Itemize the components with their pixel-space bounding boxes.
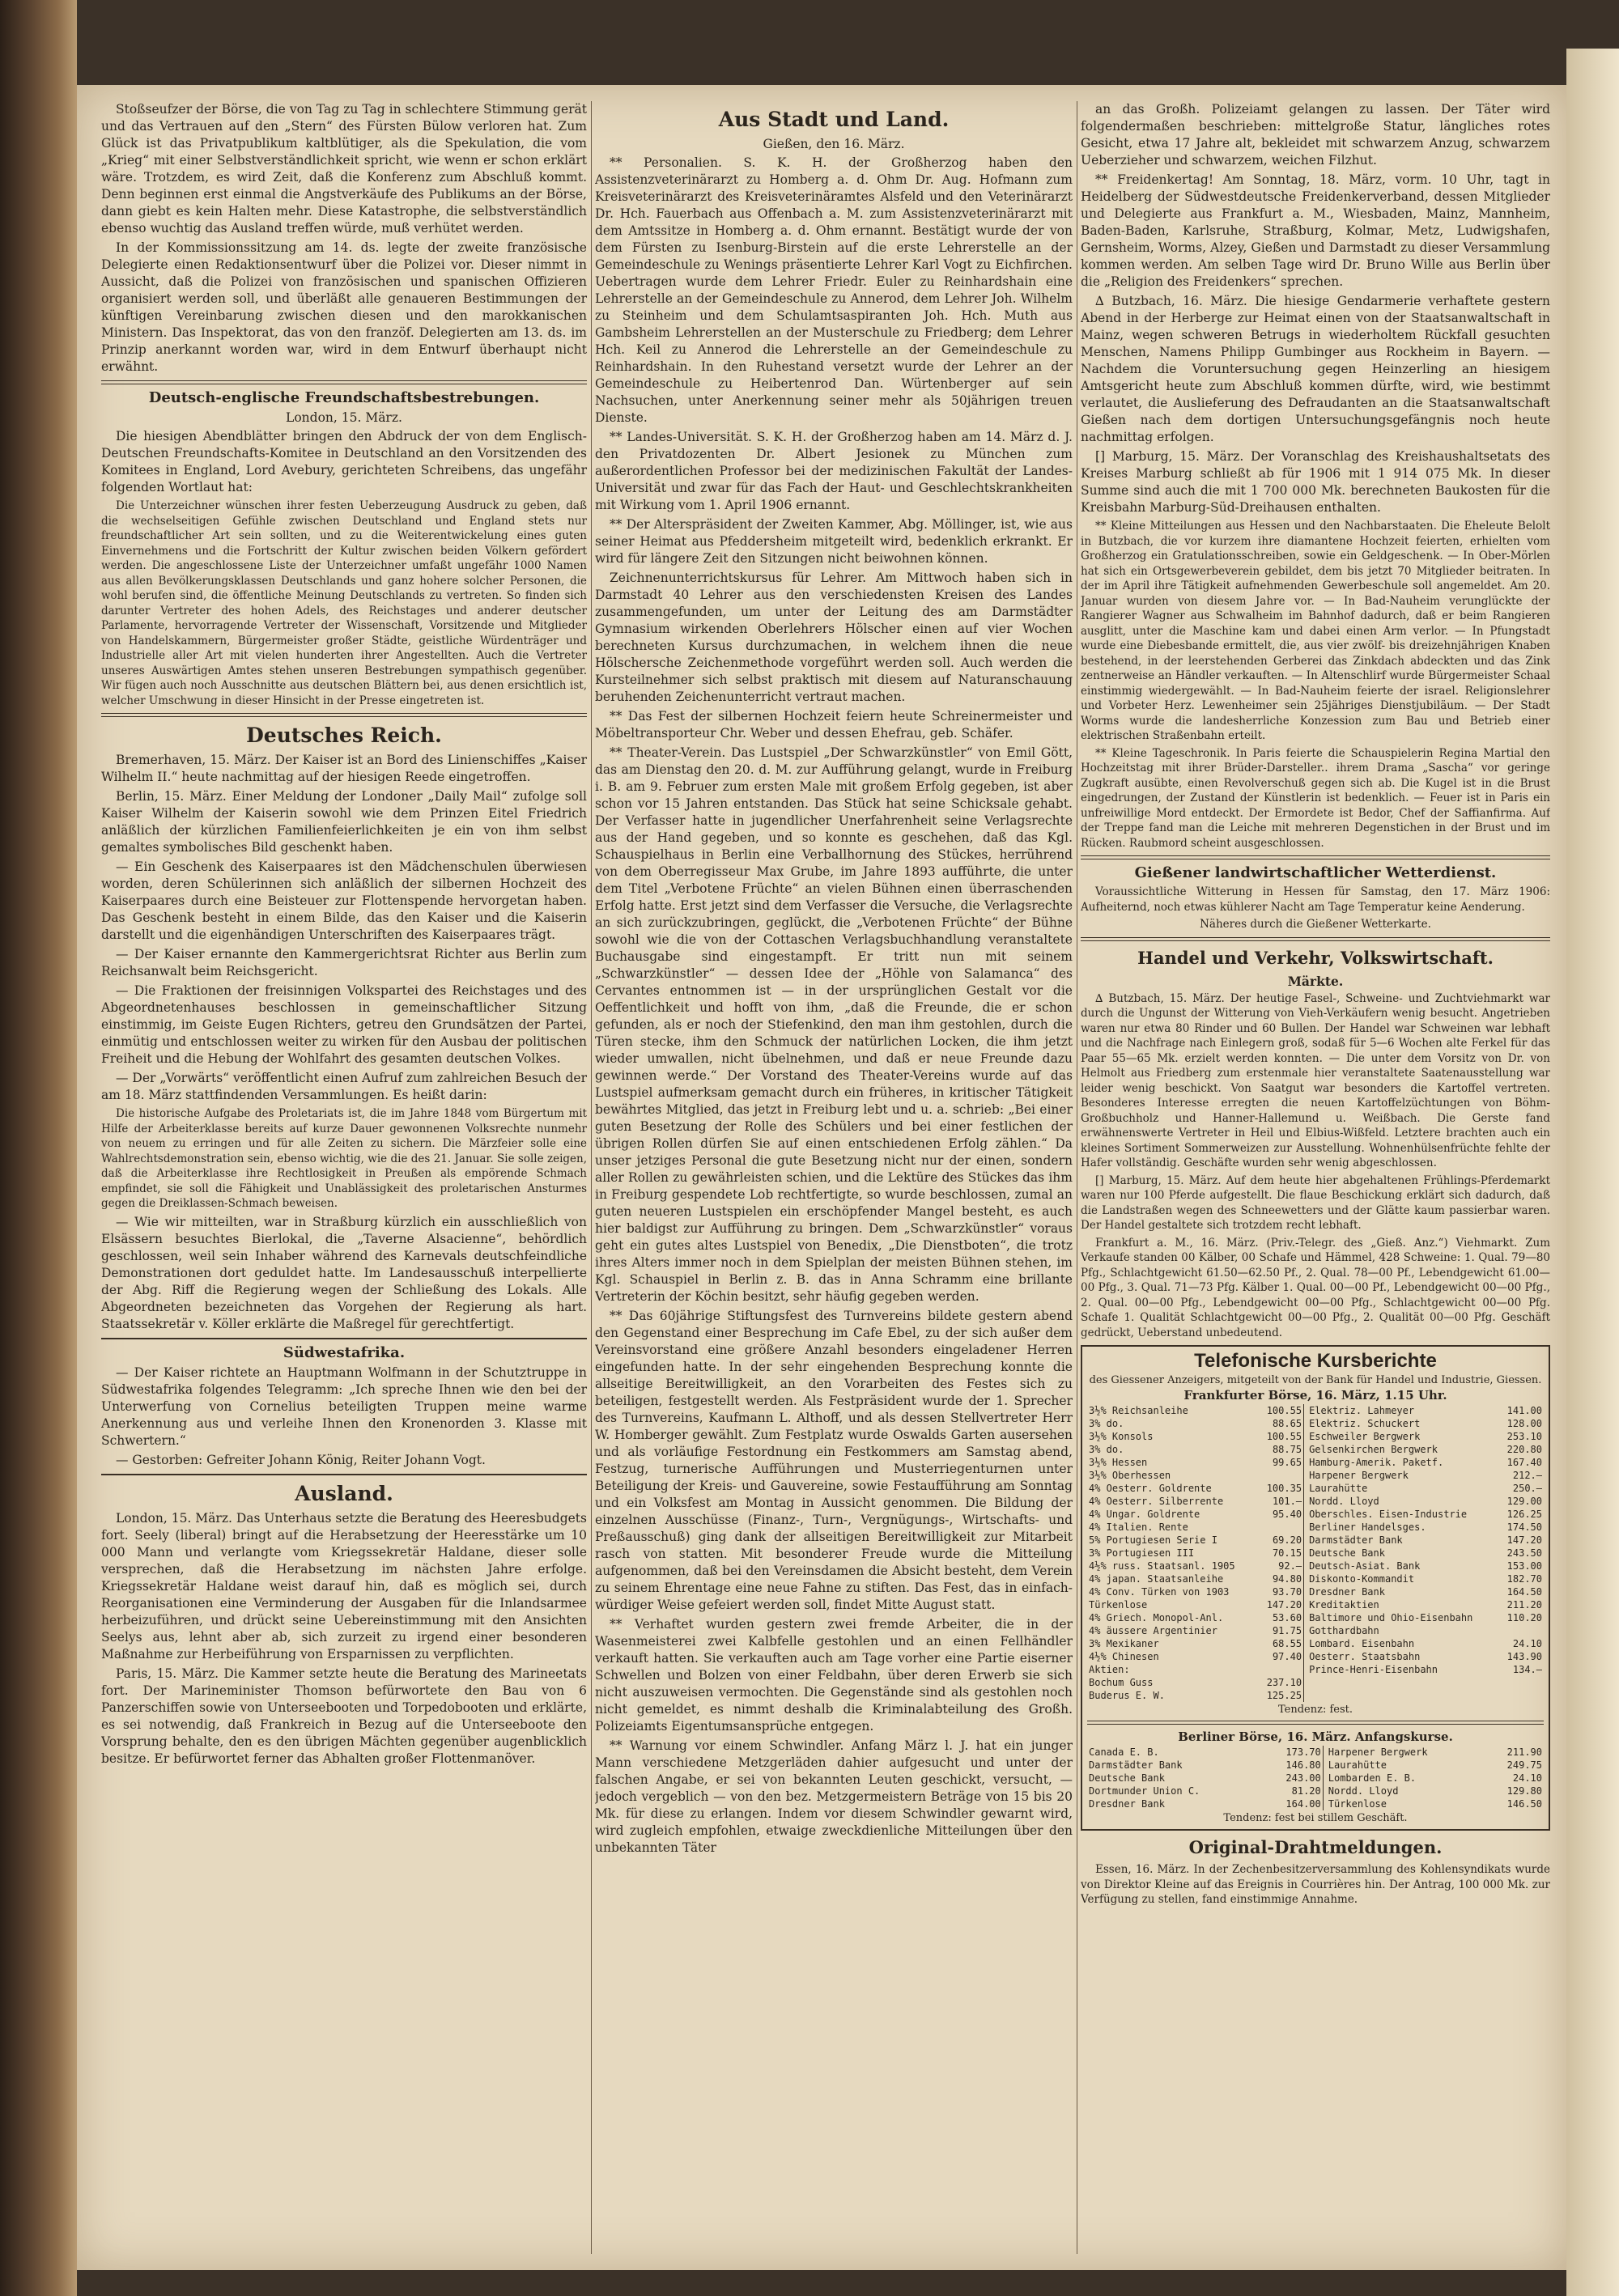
- security-price: 174.50: [1506, 1521, 1542, 1533]
- security-price: 97.40: [1272, 1651, 1302, 1662]
- security-name: 3½% Konsols: [1089, 1431, 1154, 1442]
- paragraph: [] Marburg, 15. März. Auf dem heute hier abgehaltenen Frühlings-Pferdemarkt waren nur 100 Pferde aufgestellt. Die flaue Beschickung erklärt sich dadurch, daß die Landstraßen wegen des Schneewetters und der Glätte kaum passierbar waren. Der Handel gestaltete sich trotzdem recht lebhaft.: [1081, 1173, 1550, 1232]
- security-price: 126.25: [1506, 1509, 1542, 1520]
- security-name: Harpener Bergwerk: [1328, 1746, 1428, 1758]
- security-price: 220.80: [1506, 1444, 1542, 1455]
- security-price: 53.60: [1272, 1612, 1302, 1623]
- stock-report-box: [1081, 1345, 1550, 1831]
- security-name: 4% japan. Staatsanleihe: [1089, 1573, 1224, 1585]
- security-name: 4% Ungar. Goldrente: [1089, 1509, 1200, 1520]
- paragraph: — Der Kaiser richtete an Hauptmann Wolfmann in der Schutztruppe in Südwestafrika folgendes Telegramm: „Ich spreche Ihnen wie den bei der Unterwerfung von Cornelius beteiligten Truppen meine warme Anerkennung aus und verleihe Ihnen den Kronenorden 3. Klasse mit Schwertern.“: [101, 1364, 587, 1448]
- security-price: 94.80: [1272, 1573, 1302, 1585]
- security-price: 24.10: [1512, 1772, 1542, 1784]
- table-row: [1087, 1572, 1544, 1585]
- table-row: [1087, 1785, 1544, 1797]
- security-price: 249.75: [1506, 1759, 1542, 1771]
- paragraph: ** Theater-Verein. Das Lustspiel „Der Schwarzkünstler“ von Emil Gött, das am Dienstag den 20. d. M. zur Aufführung gelangt, wurde in Freiburg i. B. am 9. Februer zum ersten Male mit großem Erfolg gegeben, ist aber schon vor 15 Jahren entstanden. Das Stück hat seine Schicksale gehabt. Der Verfasser hatte in jugendlicher Unerfahrenheit seine Verlagsrechte aus der Hand gegeben, und so konnte es geschehen, daß das Kgl. Schauspielhaus in Berlin eine Verballhornung des Stückes, herrührend von dem Oberregisseur Max Grube, im Jahre 1893 aufführte, die unter dem Titel „Verbotene Früchte“ an vielen Bühnen einen überraschenden Erfolg hatte. Erst jetzt sind dem Verfasser die Versuche, die Verlagsrechte an sich zurückzubringen, geglückt, die „Verbotenen Früchte“ der Bühne sowohl wie die von der Cottaschen Verlagsbuchhandlung veranstaltete Buchausgabe sind eingestampft. Er tritt nun mit seinem „Schwarzkünstler“ — dessen Idee der „Höhle von Salamanca“ des Cervantes entnommen ist — in der ursprünglichen Gestalt vor die Oeffentlichkeit und hofft von ihm, „daß die Freunde, die er schon gefunden, als er noch der Stiefenkind, den man ihm gestohlen, durch die Türen stecke, ihm den Schmuck der natürlichen Locken, die ihm jetzt wieder umwallen, nicht übelnehmen, und daß er neue Freunde dazu gewinnen werde.“ Der Vorstand des Theater-Vereins wurde auf das Lustspiel aufmerksam gemacht durch ein früheres, in kritischer Tätigkeit bewährtes Mitglied, das jetzt in Freiburg lebt und u. a. schrieb: „Bei einer guten Besetzung der Rolle des Schülers und bei einer festlichen der übrigen Rollen dürfen Sie auf einen entschiedenen Erfolg zählen.“ Da unser jetziges Personal die gute Besetzung nicht nur der einen, sondern aller Rollen zu gewährleisten schien, und die Lektüre des Stückes das ihm in Freiburg gespendete Lob rechtfertigte, so wurde beschlossen, zumal an guten neueren Lustspielen ein erschöpfender Mangel besteht, es auch hier baldigst zur Aufführung zu bringen. Dem „Schwarzkünstler“ voraus geht ein gutes altes Lustspiel von Benedix, „Die Dienstboten“, die trotz ihres Alters immer noch in dem Spielplan der meisten Bühnen stehen, im Kgl. Schauspiel in Berlin z. B. das in Anna Schramm eine brillante Vertreterin der Köchin besitzt, sehr häufig gegeben werden.: [595, 745, 1073, 1304]
- paragraph: — Der „Vorwärts“ veröffentlicht einen Aufruf zum zahlreichen Besuch der am 18. März stattfindenden Versammlungen. Es heißt darin:: [101, 1071, 587, 1102]
- security-price: 147.20: [1506, 1534, 1542, 1546]
- next-page-edge: [1566, 49, 1619, 2296]
- security-price: 211.90: [1506, 1746, 1542, 1758]
- security-price: 164.00: [1285, 1798, 1321, 1810]
- paragraph: ** Freidenkertag! Am Sonntag, 18. März, vorm. 10 Uhr, tagt in Heidelberg der Südwestdeutsche Freidenkerverband, dessen Mitglieder und Delegierte aus Frankfurt a. M., Wiesbaden, Mainz, Mannheim, Baden-Baden, Karlsruhe, Straßburg, Kolmar, Metz, Ludwigshafen, Gernsheim, Worms, Alzey, Gießen und Darmstadt zu dieser Versammlung kommen werden. Am selben Tage wird Dr. Bruno Wille aus Berlin über die „Religion des Freidenkers“ sprechen.: [1081, 172, 1550, 289]
- paragraph: Berlin, 15. März. Einer Meldung der Londoner „Daily Mail“ zufolge soll Kaiser Wilhelm der Kaiserin sowohl wie dem Prinzen Eitel Friedrich anläßlich der kürzlichen Familienfeierlichkeiten je ein von ihm selbst gemaltes symbolisches Bild geschenkt haben.: [101, 789, 587, 855]
- security-price: 70.15: [1272, 1547, 1302, 1559]
- security-price: 182.70: [1506, 1573, 1542, 1585]
- security-name: 4% Conv. Türken von 1903: [1089, 1586, 1230, 1598]
- frankfurt-table: [1087, 1404, 1544, 1702]
- security-name: 4% äussere Argentinier: [1089, 1625, 1217, 1636]
- security-name: Türkenlose: [1328, 1798, 1387, 1810]
- tendency: Tendenz: fest.: [1277, 1704, 1353, 1716]
- security-price: 88.65: [1272, 1418, 1302, 1429]
- paragraph: Paris, 15. März. Die Kammer setzte heute die Beratung des Marineetats fort. Der Marineminister Thomson befürwortete den Bau von 6 Panzerschiffen sowie von Unterseebooten und Torpedobooten und erklärte, es sei notwendig, daß Frankreich in Bezug auf die Unterseeboote den Vorsprung behalte, den es den übrigen Mächten gegenüber augenblicklich besitze. Er befürwortet ferner das Abhalten großer Flottenmanöver.: [101, 1666, 587, 1766]
- divider: [1087, 1721, 1544, 1725]
- security-name: Kreditaktien: [1309, 1599, 1379, 1611]
- security-price: 100.55: [1266, 1431, 1302, 1442]
- table-row: [1087, 1547, 1544, 1560]
- security-name: 5% Portugiesen Serie I: [1089, 1534, 1217, 1546]
- security-name: Deutsch-Asiat. Bank: [1309, 1560, 1421, 1572]
- table-row: [1087, 1443, 1544, 1456]
- security-name: 4% Oesterr. Silberrente: [1089, 1496, 1224, 1507]
- security-name: 3½% Reichsanleihe: [1089, 1405, 1188, 1416]
- paragraph: ** Kleine Mitteilungen aus Hessen und den Nachbarstaaten. Die Eheleute Belolt in Butzbach, die vor kurzem ihre diamantene Hochzeit feierten, erhielten vom Großherzog ein Gratulationsschreiben, sowie ein Geldgeschenk. — In Ober-Mörlen hat sich ein Ortsgewerbeverein gebildet, dem bis jetzt 70 Mitglieder beitraten. In der im April ihre Tätigkeit aufnehmenden Gewerbeschule soll angemeldet. Am 20. Januar wurden von diesem Jahre vor. — In Bad-Nauheim verunglückte der Rangierer Wagner aus Schwalheim im Bahnhof dadurch, daß er beim Rangieren ausglitt, unter die Maschine kam und dabei einen Arm verlor. — In Pfungstadt wurde eine Diebesbande ermittelt, die, aus vier zwölf- bis dreizehnjährigen Knaben bestehend, in der leerstehenden Gerberei das Zinkdach abdeckten und das Zink zentnerweise an Händler verkauften. — In Altenschlirf wurde Bürgermeister Schaal einstimmig wiedergewählt. — In Bad-Nauheim feierte der israel. Religionslehrer und Vorbeter Herz. Lewenheimer sein 25jähriges Dienstjubiläum. — Der Stadt Worms wurde die landesherrliche Konzession zum Bau und Betrieb einer elektrischen Straßenbahn erteilt.: [1081, 520, 1550, 742]
- newspaper-page: [77, 85, 1566, 2270]
- book-binding: [0, 0, 77, 2296]
- security-name: Elektriz. Lahmeyer: [1309, 1405, 1415, 1416]
- table-row: [1087, 1772, 1544, 1785]
- section-heading: Deutsch-englische Freundschaftsbestrebungen.: [148, 389, 540, 406]
- paragraph: Die hiesigen Abendblätter bringen den Abdruck der von dem Englisch-Deutschen Freundschafts-Komitee in Deutschland an den Vorsitzenden des Komitees in England, Lord Avebury, gerichteten Schreibens, das ungefähr folgenden Wortlaut hat:: [101, 429, 587, 494]
- security-price: [1259, 1469, 1303, 1482]
- security-name: Deutsche Bank: [1089, 1772, 1165, 1784]
- table-row: [1087, 1430, 1544, 1443]
- dateline: Gießen, den 16. März.: [763, 137, 905, 151]
- section-heading: Ausland.: [295, 1481, 393, 1505]
- paragraph: ** Warnung vor einem Schwindler. Anfang März l. J. hat ein junger Mann verschiedene Metzgerläden dahier aufgesucht und unter der falschen Angabe, er sei von bekannten Leuten geschickt, versucht, — jedoch vergeblich — von den bez. Metzgermeistern Beträge von 15 bis 20 Mk. für diese zu erlangen. Indem vor diesem Schwindler gewarnt wird, wird zugleich empfohlen, etwaige zweckdienliche Mitteilungen über den unbekannten Täter: [595, 1738, 1073, 1855]
- security-price: [1259, 1521, 1303, 1534]
- table-row: [1087, 1650, 1544, 1663]
- paragraph: ∆ Butzbach, 15. März. Der heutige Fasel-, Schweine- und Zuchtviehmarkt war durch die Ungunst der Witterung von Vieh-Verkäufern wenig besucht. Angetrieben waren nur etwa 80 Rinder und 60 Bullen. Der Handel war Schweinen war lebhaft und die Nachfrage nach Einlegern groß, sodaß für 5—6 Wochen alte Ferkel für das Paar 55—65 Mk. erzielt werden konnten. — Die unter dem Vorsitz von Dr. von Helmolt aus Friedberg zum erstenmale hier veranstaltete Saatenausstellung war leider wenig beschickt. Von Saatgut war besonders die Kartoffel vertreten. Besonderes Interesse erregten die neuen Kartoffelzüchtungen von Böhm-Großbuchholz und Hanner-Hallemund u. Weißbach. Die Gerste fand erwähnenswerte Vertreter in Heil und Elbius-Wißfeld. Letztere brachten auch ein kleines Sortiment Sommerweizen zur Ausstellung. Wohnenhülsenfrüchte fehlte der Hafer vollständig. Geschäfte wurden sehr wenig abgeschlossen.: [1081, 991, 1550, 1169]
- security-price: 153.00: [1506, 1560, 1542, 1572]
- security-name: Eschweiler Bergwerk: [1309, 1431, 1421, 1442]
- table-row: [1087, 1663, 1544, 1676]
- table-row: [1087, 1560, 1544, 1572]
- frankfurt-heading: Frankfurter Börse, 16. März, 1.15 Uhr.: [1183, 1388, 1447, 1403]
- security-price: 110.20: [1506, 1612, 1542, 1623]
- security-price: 100.55: [1266, 1405, 1302, 1416]
- security-price: 212.—: [1512, 1470, 1542, 1481]
- subheading: Märkte.: [1287, 973, 1344, 989]
- paragraph: Essen, 16. März. In der Zechenbesitzerversammlung des Kohlensyndikats wurde von Direktor Kleine auf das Ereignis in Courrières hin. Der Antrag, 100 000 Mk. zur Verfügung zu stellen, fand einstimmige Annahme.: [1081, 1863, 1550, 1906]
- table-row: [1087, 1637, 1544, 1650]
- table-row: [1087, 1495, 1544, 1508]
- security-name: 4% Italien. Rente: [1089, 1521, 1188, 1533]
- paragraph: ** Kleine Tageschronik. In Paris feierte die Schauspielerin Regina Martial den Hochzeitstag mit ihrer Brüder-Darsteller.. ihrem Drama „Sascha“ vor geringe Zugkraft ausübte, einen Revolverschuß gegen sich ab. Die Kugel ist in die Brust eingedrungen, der Zustand der Künstlerin ist bedenklich. — Feuer ist in Paris ein unfreiwillige Mord entdeckt. Der Ermordete ist Bedor, Chef der Saffianfirma. Auf der Treppe fand man die Leiche mit mehreren Degenstichen in der Brust und im Rücken. Raubmord scheint ausgeschlossen.: [1081, 746, 1550, 850]
- security-name: Nordd. Lloyd: [1328, 1785, 1399, 1797]
- security-price: 164.50: [1506, 1586, 1542, 1598]
- column-2: [595, 101, 1073, 2254]
- security-name: Lombarden E. B.: [1328, 1772, 1417, 1784]
- paragraph: — Der Kaiser ernannte den Kammergerichtsrat Richter aus Berlin zum Reichsanwalt beim Reichsgericht.: [101, 947, 587, 978]
- section-heading: Handel und Verkehr, Volkswirtschaft.: [1137, 947, 1494, 968]
- security-name: Harpener Bergwerk: [1309, 1470, 1409, 1481]
- security-name: Nordd. Lloyd: [1309, 1496, 1379, 1507]
- security-price: 146.80: [1285, 1759, 1321, 1771]
- table-row: [1087, 1508, 1544, 1521]
- security-name: 3% Portugiesen III: [1089, 1547, 1195, 1559]
- security-name: Gelsenkirchen Bergwerk: [1309, 1444, 1438, 1455]
- security-name: 3½% Hessen: [1089, 1457, 1148, 1468]
- security-name: Dresdner Bank: [1089, 1798, 1165, 1810]
- security-name: [1307, 1676, 1499, 1689]
- paragraph: — Wie wir mitteilten, war in Straßburg kürzlich ein ausschließlich von Elsässern besuchtes Bierlokal, die „Taverne Alsacienne“, behördlich geschlossen, weil sein Inhaber während des Karnevals deutschfeindliche Demonstrationen dort geduldet hatte. Im Landesausschuß interpellierte der Abg. Riff die Regierung wegen der Schließung des Lokals. Alle Abgeordneten bezeichneten das Vorgehen der Regierung als hart. Staatssekretär v. Köller erklärte die Maßregel für gerechtfertigt.: [101, 1214, 587, 1331]
- security-name: Gotthardbahn: [1309, 1625, 1379, 1636]
- paragraph: Zeichnenunterrichtskursus für Lehrer. Am Mittwoch haben sich in Darmstadt 40 Lehrer aus den verschiedensten Kreisen des Landes zusammengefunden, um unter der Leitung des am Darmstädter Gymnasium wirkenden Oberlehrers Hölscher einen auf vier Wochen berechneten Kursus durchzumachen, in welchem ihnen die neue Hölschersche Zeichenmethode vorgeführt werden soll. Auch werden die Kursteilnehmer sich selbst praktisch mit diesem auf Naturanschauung beruhenden Zeichenunterricht vertraut machen.: [595, 571, 1073, 704]
- paragraph: — Gestorben: Gefreiter Johann König, Reiter Johann Vogt.: [116, 1452, 486, 1467]
- security-price: 69.20: [1272, 1534, 1302, 1546]
- security-price: 173.70: [1285, 1746, 1321, 1758]
- security-name: Hamburg-Amerik. Paketf.: [1309, 1457, 1444, 1468]
- security-name: 3% do.: [1089, 1444, 1124, 1455]
- divider: [101, 713, 587, 717]
- table-row: [1087, 1676, 1544, 1689]
- security-price: [1259, 1663, 1303, 1676]
- security-name: Buderus E. W.: [1089, 1690, 1165, 1701]
- paragraph: — Ein Geschenk des Kaiserpaares ist den Mädchenschulen überwiesen worden, deren Schülerinnen sich anläßlich der silbernen Hochzeit des Kaiserpaares durch eine Beisteuer zur Flottenspende hervorgetan haben. Das Geschenk besteht in einem Bilde, das den Kaiser und die Kaiserin darstellt und die eigenhändigen Unterschriften des Kaiserpaares trägt.: [101, 859, 587, 942]
- security-price: 250.—: [1512, 1483, 1542, 1494]
- table-row: [1087, 1611, 1544, 1624]
- security-name: 3½% Oberhessen: [1089, 1470, 1171, 1481]
- table-row: [1087, 1456, 1544, 1469]
- security-price: 100.35: [1266, 1483, 1302, 1494]
- security-price: 147.20: [1266, 1599, 1302, 1611]
- paragraph: Stoßseufzer der Börse, die von Tag zu Tag in schlechtere Stimmung gerät und das Vertrauen auf den „Stern“ des Fürsten Bülow verloren hat. Zum Glück ist das Privatpublikum kaltblütiger, als die Spekulation, die vom „Krieg“ mit einer Selbstverständlichkeit spricht, wie wenn er schon erklärt wäre. Trotzdem, es wird Zeit, daß die Konferenz zum Abschluß kommt. Denn beginnen erst einmal die Angstverkäufe des Publikums an der Börse, dann giebt es kein Halten mehr. Diese Katastrophe, die selbstverständlich ebenso wuchtig das Ausland treffen würde, muß verhütet werden.: [101, 102, 587, 236]
- paragraph: ** Das 60jährige Stiftungsfest des Turnvereins bildete gestern abend den Gegenstand einer Besprechung im Cafe Ebel, zu der sich außer dem Vereinsvorstand eine größere Anzahl besonders eingeladener Herren eingefunden hatte. In der sehr eingehenden Besprechung konnte die allseitige Bereitwilligkeit, an den Vorarbeiten des Festes sich zu beteiligen, festgestellt werden. Als Festpräsident wurde der 1. Sprecher des Turnvereins, Kaufmann L. Althoff, und als dessen Stellvertreter Herr W. Homberger gewählt. Zum Festplatz wurde Oswalds Garten ausersehen und als vorläufige Festordnung ein Festkommers am Samstag abend, Festzug, turnerische Aufführungen und Musterriegenturnen unter Beteiligung der Kreis- und Gauvereine, sowie Festaufführung am Sonntag und ein Volksfest am Montag in Aussicht genommen. Die Bildung der einzelnen Ausschüsse (Finanz-, Turn-, Vergnügungs-, Wirtschafts- und Preßausschuß) ging dank der allseitigen Bereitwilligkeit zur Mitarbeit rasch von statten. Mit besonderer Freude wurde die Mitteilung aufgenommen, daß bei den Vereinsdamen die Absicht besteht, dem Verein zu seinem Ehrentage eine neue Fahne zu stiften. Das Fest, das in einfach-würdiger Weise gefeiert werden soll, findet Mitte August statt.: [595, 1309, 1073, 1612]
- security-name: Türkenlose: [1089, 1599, 1148, 1611]
- stock-report-source: des Giessener Anzeigers, mitgeteilt von der Bank für Handel und Industrie, Giessen.: [1089, 1374, 1542, 1386]
- divider: [1081, 855, 1550, 859]
- divider: [101, 380, 587, 384]
- column-rule: [591, 101, 592, 2254]
- section-heading: Original-Drahtmeldungen.: [1188, 1837, 1443, 1857]
- table-row: [1087, 1521, 1544, 1534]
- table-row: [1087, 1759, 1544, 1772]
- security-name: Aktien:: [1089, 1664, 1130, 1675]
- section-heading: Deutsches Reich.: [246, 724, 442, 747]
- security-price: 88.75: [1272, 1444, 1302, 1455]
- section-heading: Südwestafrika.: [283, 1343, 406, 1361]
- table-row: [1087, 1746, 1544, 1759]
- security-name: 4% Oesterr. Goldrente: [1089, 1483, 1212, 1494]
- divider: [101, 1474, 587, 1475]
- divider: [101, 1338, 587, 1339]
- paragraph: — Die Fraktionen der freisinnigen Volkspartei des Reichstages und des Abgeordnetenhauses beschlossen in gemeinschaftlicher Sitzung einstimmig, im Geiste Eugen Richters, getreu den Grundsätzen der Partei, einmütig und entschlossen weiter zu wirken für den Ausbau der politischen Freiheit und die Hebung der Wohlfahrt des gesamten deutschen Volkes.: [101, 983, 587, 1066]
- security-name: Laurahütte: [1328, 1759, 1387, 1771]
- security-name: Dresdner Bank: [1309, 1586, 1385, 1598]
- security-price: 211.20: [1506, 1599, 1542, 1611]
- paragraph: ** Der Alterspräsident der Zweiten Kammer, Abg. Möllinger, ist, wie aus seiner Heimat aus Pfeddersheim mitgeteilt wird, bedenklich erkrankt. Er wird für längere Zeit den Sitzungen nicht beiwohnen können.: [595, 517, 1073, 566]
- weather-note: Näheres durch die Gießener Wetterkarte.: [1200, 918, 1431, 931]
- paragraph: ∆ Butzbach, 16. März. Die hiesige Gendarmerie verhaftete gestern Abend in der Herberge zur Heimat einen von der Staatsanwaltschaft in Mainz, wegen schweren Betrugs in wiederholtem Rückfall gesuchten Menschen, Namens Philipp Gumbinger aus Rockheim in Bayern. — Nachdem die Voruntersuchung gegen Heinzerling an hiesigem Amtsgericht heute zum Abschluß kommen dürfte, wird, wie bestimmt verlautet, die Auslieferung des Defraudanten an die Staatsanwaltschaft Gießen nach dem dortigen Untersuchungsgefängnis noch heute nachmittag erfolgen.: [1081, 294, 1550, 444]
- paragraph: ** Landes-Universität. S. K. H. der Großherzog haben am 14. März d. J. den Privatdozenten Dr. Albert Jesionek zu München zum außerordentlichen Professor bei der medizinischen Fakultät der Landes-Universität und zwar für das Fach der Haut- und Geschlechtskrankheiten mit Wirkung vom 1. April 1906 ernannt.: [595, 430, 1073, 512]
- security-name: Baltimore und Ohio-Eisenbahn: [1309, 1612, 1473, 1623]
- security-price: 129.80: [1506, 1785, 1542, 1797]
- security-price: 125.25: [1266, 1690, 1302, 1701]
- security-name: 3% Mexikaner: [1089, 1638, 1159, 1649]
- security-name: Oesterr. Staatsbahn: [1309, 1651, 1421, 1662]
- security-name: Bochum Guss: [1089, 1677, 1154, 1688]
- table-row: [1087, 1689, 1544, 1702]
- stock-report-title: Telefonische Kursberichte: [1194, 1350, 1437, 1372]
- security-name: Dortmunder Union C.: [1089, 1785, 1200, 1797]
- table-row: [1087, 1482, 1544, 1495]
- quoted-text: Die historische Aufgabe des Proletariats ist, die im Jahre 1848 vom Bürgertum mit Hilfe der Arbeiterklasse bereits auf kurze Dauer gewonnenen Volksrechte nunmehr von neuem zu erringen und für alle Zeiten zu sichern. Die Märzfeier solle eine Wahlrechtsdemonstration sein, ebenso wichtig, wie die des 21. Januar. Sie solle zeigen, daß die Arbeiterklasse ihre Rechtlosigkeit in Preußen als empörende Schmach empfindet, sie soll die Fähigkeit und Unablässigkeit des proletarischen Ansturmes gegen die Dreiklassen-Schmach beweisen.: [101, 1107, 587, 1210]
- security-price: [1499, 1624, 1544, 1637]
- berlin-heading: Berliner Börse, 16. März. Anfangskurse.: [1178, 1729, 1453, 1744]
- security-price: 253.10: [1506, 1431, 1542, 1442]
- security-price: 143.90: [1506, 1651, 1542, 1662]
- security-price: 91.75: [1272, 1625, 1302, 1636]
- security-price: 134.—: [1512, 1664, 1542, 1675]
- security-name: Darmstädter Bank: [1089, 1759, 1183, 1771]
- security-price: [1499, 1676, 1544, 1689]
- security-price: 92.—: [1278, 1560, 1302, 1572]
- column-3: [1081, 101, 1550, 2254]
- table-row: [1087, 1585, 1544, 1598]
- security-name: Deutsche Bank: [1309, 1547, 1385, 1559]
- security-price: 68.55: [1272, 1638, 1302, 1649]
- security-name: Berliner Handelsges.: [1309, 1521, 1426, 1533]
- security-name: Prince-Henri-Eisenbahn: [1309, 1664, 1438, 1675]
- column-1: [101, 101, 587, 2254]
- table-row: [1087, 1797, 1544, 1810]
- berlin-table: [1087, 1746, 1544, 1810]
- security-price: 24.10: [1512, 1638, 1542, 1649]
- security-price: 243.00: [1285, 1772, 1321, 1784]
- dateline: London, 15. März.: [286, 410, 402, 425]
- paragraph: [] Marburg, 15. März. Der Voranschlag des Kreishaushaltsetats des Kreises Marburg schließt ab für 1906 mit 1 914 075 Mk. In dieser Summe sind auch die mit 1 700 000 Mk. berechneten Baukosten für die Kreisbahn Marburg-Süd-Dreihausen enthalten.: [1081, 449, 1550, 515]
- table-row: [1087, 1534, 1544, 1547]
- table-row: [1087, 1469, 1544, 1482]
- security-price: 146.50: [1506, 1798, 1542, 1810]
- divider: [1081, 937, 1550, 941]
- paragraph: London, 15. März. Das Unterhaus setzte die Beratung des Heeresbudgets fort. Seely (liberal) bringt auf die Herabsetzung der Heeresstärke um 10 000 Mann und verlangte vom Kriegssekretär Haldane, dieser solle versprechen, daß die Herabsetzung im nächsten Jahre erfolge. Kriegssekretär Haldane weist darauf hin, daß es möglich sei, durch Reorganisationen eine Verminderung der Ausgaben für die Inlandsarmee herbeizuführen, und drückt seine Uebereinstimmung mit den Ansichten Seelys aus, lehnt aber ab, sich zurzeit zu irgend einer besonderen Maßnahme zur Herbeiführung von Ersparnissen zu verpflichten.: [101, 1510, 587, 1662]
- security-price: 93.70: [1272, 1586, 1302, 1598]
- security-name: [1307, 1689, 1499, 1702]
- paragraph: ** Das Fest der silbernen Hochzeit feiern heute Schreinermeister und Möbeltransporteur Chr. Weber und dessen Ehefrau, geb. Schäfer.: [595, 709, 1073, 741]
- paragraph: In der Kommissionssitzung am 14. ds. legte der zweite französische Delegierte einen Redaktionsentwurf über die Polizei vor. Dieser nimmt in Aussicht, daß die Polizei von französischen und spanischen Offizieren organisiert werden soll, und überläßt alle genaueren Bestimmungen der künftigen Vereinbarung zwischen diesen und den marokkanischen Ministern. Das Inspektorat, das von den franzöf. Delegierten am 13. ds. im Prinzip anerkannt worden war, wird in dem Entwurf überhaupt nicht erwähnt.: [101, 240, 587, 374]
- security-name: 4½% Chinesen: [1089, 1651, 1159, 1662]
- security-price: [1499, 1689, 1544, 1702]
- paragraph: Frankfurt a. M., 16. März. (Priv.-Telegr. des „Gieß. Anz.“) Viehmarkt. Zum Verkaufe standen 00 Kälber, 00 Schafe und Hämmel, 428 Schweine: 1. Qual. 79—80 Pfg., Schlachtgewicht 61.50—62.50 Pf., 2. Qual. 78—00 Pf., Lebendgewicht 61.00—00 Pfg., 3. Qual. 71—73 Pfg. Kälber 1. Qual. 00—00 Pf., Lebendgewicht 00—00 Pfg., 2. Qual. 00—00 Pfg., Lebendgewicht 00—00 Pfg., Schlachtgewicht 00—00 Pfg. Schafe 1. Qualität Schlachtgewicht 00—00 Pfg., 2. Qualität 00—00 Pfg. Geschäft gedrückt, Ueberstand unbedeutend.: [1081, 1236, 1550, 1339]
- security-price: 243.50: [1506, 1547, 1542, 1559]
- table-row: [1087, 1404, 1544, 1417]
- paragraph: ** Personalien. S. K. H. der Großherzog haben den Assistenzveterinärarzt zu Homberg a. d. Ohm Dr. Aug. Hofmann zum Kreisveterinärarzt des Kreisveterinäramtes Alsfeld und den Veterinärarzt Dr. Hch. Fauerbach aus Offenbach a. M. zum Assistenzveterinärarzt mit dem Amtssitze in Homberg a. d. Ohm ernannt. Bestätigt wurde der von dem Fürsten zu Isenburg-Birstein auf die erste Lehrerstelle an der Gemeindeschule zu Wenings präsentierte Lehrer Karl Vogt zu Eichfirchen. Uebertragen wurde dem Lehrer Friedr. Euler zu Reinhardshain eine Lehrerstelle an der Gemeindeschule zu Annerod, dem Lehrer Joh. Wilhelm zu Steinheim und dem Schulamtsaspiranten Joh. Hch. Muth aus Gambsheim Lehrerstellen an der Musterschule zu Friedberg; dem Lehrer Hch. Keil zu Annerod die Lehrerstelle an der Gemeindeschule zu Reinhardshain. In den Ruhestand versetzt wurde der Lehrer an der Gemeindeschule zu Heibertenrod Dan. Würtenberger auf sein Nachsuchen, unter Anerkennung seiner mehr als 50jährigen treuen Dienste.: [595, 155, 1073, 425]
- security-price: 99.65: [1272, 1457, 1302, 1468]
- table-row: [1087, 1598, 1544, 1611]
- security-name: Laurahütte: [1309, 1483, 1368, 1494]
- security-price: 237.10: [1266, 1677, 1302, 1688]
- security-name: Oberschles. Eisen-Industrie: [1309, 1509, 1468, 1520]
- section-heading: Aus Stadt und Land.: [718, 108, 950, 131]
- security-price: 128.00: [1506, 1418, 1542, 1429]
- security-price: 81.20: [1291, 1785, 1321, 1797]
- paragraph: Bremerhaven, 15. März. Der Kaiser ist an Bord des Linienschiffes „Kaiser Wilhelm II.“ heute nachmittag auf der hiesigen Reede eingetroffen.: [101, 753, 587, 784]
- table-row: [1087, 1417, 1544, 1430]
- security-name: 4% Griech. Monopol-Anl.: [1089, 1612, 1224, 1623]
- security-price: 95.40: [1272, 1509, 1302, 1520]
- weather-forecast: Voraussichtliche Witterung in Hessen für Samstag, den 17. März 1906: Aufheiternd, noch etwas kühlerer Nacht am Tage Temperatur keine Aenderung.: [1081, 885, 1550, 914]
- security-name: Canada E. B.: [1089, 1746, 1159, 1758]
- security-price: 141.00: [1506, 1405, 1542, 1416]
- paragraph: an das Großh. Polizeiamt gelangen zu lassen. Der Täter wird folgendermaßen beschrieben: mittelgroße Statur, längliches rotes Gesicht, etwa 17 Jahre alt, bekleidet mit schwarzem Anzug, schwarzem Ueberzieher und schwarzem, weichen Filzhut.: [1081, 102, 1550, 168]
- security-name: 4½% russ. Staatsanl. 1905: [1089, 1560, 1235, 1572]
- quoted-letter: Die Unterzeichner wünschen ihrer festen Ueberzeugung Ausdruck zu geben, daß die wechselseitigen Gefühle zwischen Deutschland und England stets nur freundschaftlicher Art sein sollten, und zu die Weiterentwickelung eines guten Einvernehmens und die Fortschritt der Kultur zwischen beiden Völkern gefördert werden. Die angeschlossene Liste der Unterzeichner umfaßt ungefähr 1000 Namen aus allen Bevölkerungsklassen Deutschlands und ganz hohere solcher Personen, die wohl berufen sind, die öffentliche Meinung Deutschlands zu vertreten. So finden sich darunter Vertreter des hohen Adels, des Reichstages und anderer deutscher Parlamente, hervorragende Vertreter der Wissenschaft, Vorsitzende und Mitglieder von Handelskammern, Bürgermeister großer Städte, geistliche Würdenträger und Industrielle aller Art mit vielen hunderten ihrer Angestellten. Auch die Vertreter unseres Auswärtigen Amtes stehen unseren Bestrebungen sympathisch gegenüber. Wir fügen auch noch Ausschnitte aus deutschen Blättern bei, aus denen ersichtlich ist, welcher Umschwung in dieser Hinsicht in der Presse eingetreten ist.: [101, 499, 587, 707]
- paragraph: ** Verhaftet wurden gestern zwei fremde Arbeiter, die in der Wasenmeisterei zwei Kalbfelle gestohlen und an einen Fellhändler verkauft hatten. Sie verkauften auch am Tage vorher eine Partie eiserner Schwellen und Bolzen von einer Feldbahn, über deren Erwerb sie sich nicht auszuweisen vermochten. Die Gegenstände sind als gestohlen noch nicht gemeldet, es nimmt deshalb die Kriminalabteilung des Großh. Polizeiamts Eigentumsansprüche entgegen.: [595, 1617, 1073, 1734]
- security-name: Darmstädter Bank: [1309, 1534, 1403, 1546]
- security-name: Lombard. Eisenbahn: [1309, 1638, 1415, 1649]
- section-heading: Gießener landwirtschaftlicher Wetterdienst.: [1134, 864, 1497, 881]
- security-price: 129.00: [1506, 1496, 1542, 1507]
- security-price: 101.—: [1272, 1496, 1302, 1507]
- tendency: Tendenz: fest bei stillem Geschäft.: [1223, 1812, 1408, 1824]
- security-name: 3% do.: [1089, 1418, 1124, 1429]
- security-price: 167.40: [1506, 1457, 1542, 1468]
- security-name: Diskonto-Kommandit: [1309, 1573, 1415, 1585]
- table-row: [1087, 1624, 1544, 1637]
- security-name: Elektriz. Schuckert: [1309, 1418, 1421, 1429]
